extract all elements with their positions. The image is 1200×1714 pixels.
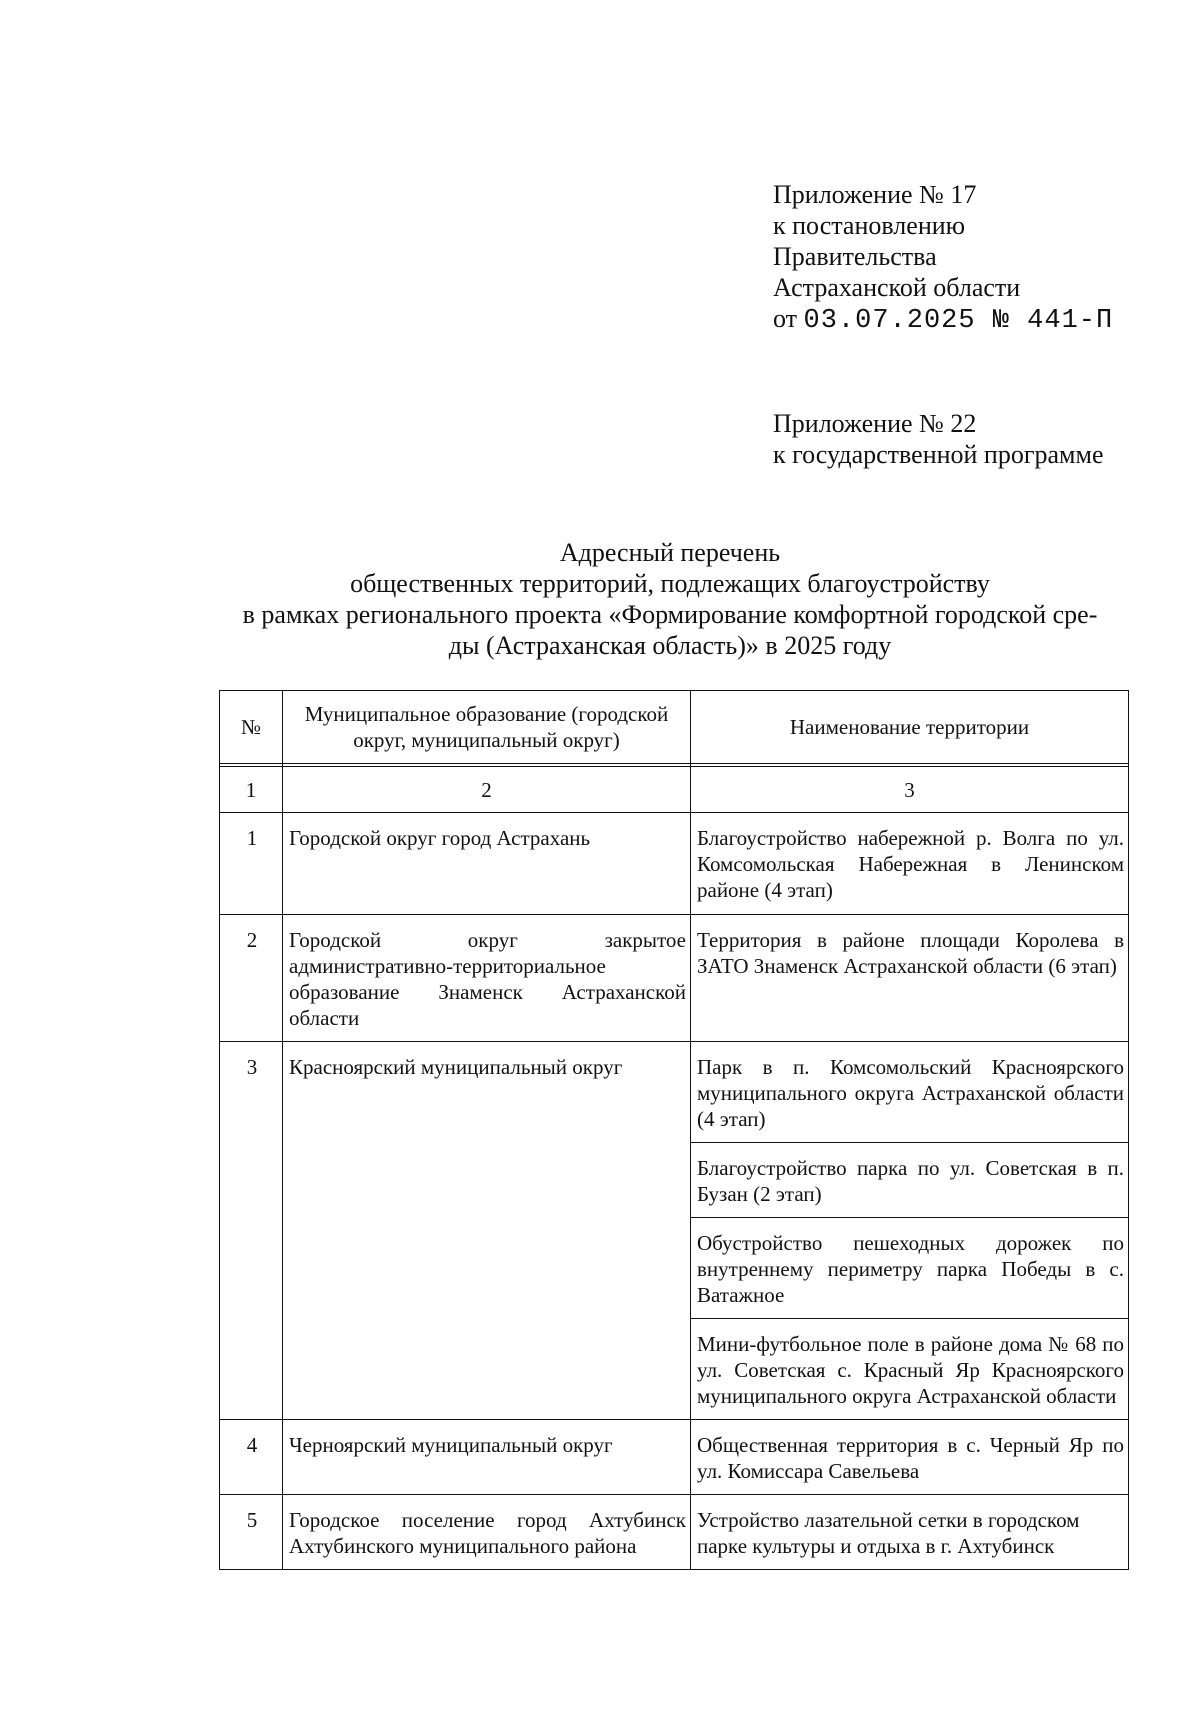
annex-17-title: Приложение № 17 — [773, 180, 977, 209]
row-territory: Благоустройство парка по ул. Советская в п. Бузан (2 этап) — [691, 1143, 1129, 1218]
annex-22-title: Приложение № 22 — [773, 409, 977, 438]
header-municipality: Муниципальное образование (городской округ, муниципальный округ) — [283, 691, 691, 764]
row-territory: Благоустройство набережной р. Волга по ул. Комсомольская Набережная в Ленинском районе (4 этап) — [691, 813, 1129, 915]
table-row — [220, 813, 1129, 915]
date-prefix: от — [773, 304, 798, 333]
row-num: 4 — [220, 1420, 283, 1495]
row-territory: Территория в районе площади Королева в ЗАТО Знаменск Астраханской области (6 этап) — [691, 915, 1129, 1042]
row-municipality: Городское поселение город Ахтубинск Ахтубинского муниципального района — [283, 1495, 691, 1570]
territory-table — [219, 690, 1129, 1570]
row-num: 1 — [220, 813, 283, 915]
document-title — [200, 537, 1140, 661]
row-num: 2 — [220, 915, 283, 1042]
row-municipality: Красноярский муниципальный округ — [283, 1042, 691, 1420]
title-line-1: Адресный перечень — [559, 538, 781, 567]
row-municipality: Городской округ закрытое административно-территориальное образование Знаменск Астраханской области — [283, 915, 691, 1042]
annex-22-block — [773, 408, 1104, 470]
title-line-2: общественных территорий, подлежащих благоустройству — [350, 569, 990, 598]
column-number: 2 — [283, 767, 691, 813]
annex-17-date-line — [773, 303, 1113, 337]
annex-22-line-2: к государственной программе — [773, 440, 1104, 469]
annex-17-block — [773, 179, 1113, 337]
header-territory: Наименование территории — [691, 691, 1129, 764]
column-number-row — [220, 767, 1129, 813]
title-line-4: ды (Астраханская область)» в 2025 году — [448, 631, 892, 660]
row-num: 5 — [220, 1495, 283, 1570]
row-territory: Мини-футбольное поле в районе дома № 68 по ул. Советская с. Красный Яр Красноярского муниципального округа Астраханской области — [691, 1319, 1129, 1420]
annex-17-line-3: Правительства — [773, 242, 937, 271]
table-header-row — [220, 691, 1129, 764]
row-territory: Общественная территория в с. Черный Яр по ул. Комиссара Савельева — [691, 1420, 1129, 1495]
table-row — [220, 1495, 1129, 1570]
row-num: 3 — [220, 1042, 283, 1420]
row-municipality: Городской округ город Астрахань — [283, 813, 691, 915]
decree-date-number: 03.07.2025 № 441-П — [803, 306, 1114, 336]
row-territory: Обустройство пешеходных дорожек по внутреннему периметру парка Победы в с. Ватажное — [691, 1218, 1129, 1319]
column-number: 3 — [691, 767, 1129, 813]
header-num: № — [220, 691, 283, 764]
row-municipality: Черноярский муниципальный округ — [283, 1420, 691, 1495]
table-row — [220, 1042, 1129, 1143]
annex-17-line-4: Астраханской области — [773, 273, 1021, 302]
column-number: 1 — [220, 767, 283, 813]
row-territory: Устройство лазательной сетки в городском парке культуры и отдыха в г. Ахтубинск — [691, 1495, 1129, 1570]
annex-17-line-2: к постановлению — [773, 211, 966, 240]
title-line-3: в рамках регионального проекта «Формирование комфортной городской сре- — [242, 600, 1098, 629]
table-row — [220, 915, 1129, 1042]
row-territory: Парк в п. Комсомольский Красноярского муниципального округа Астраханской области (4 этап) — [691, 1042, 1129, 1143]
table-row — [220, 1420, 1129, 1495]
